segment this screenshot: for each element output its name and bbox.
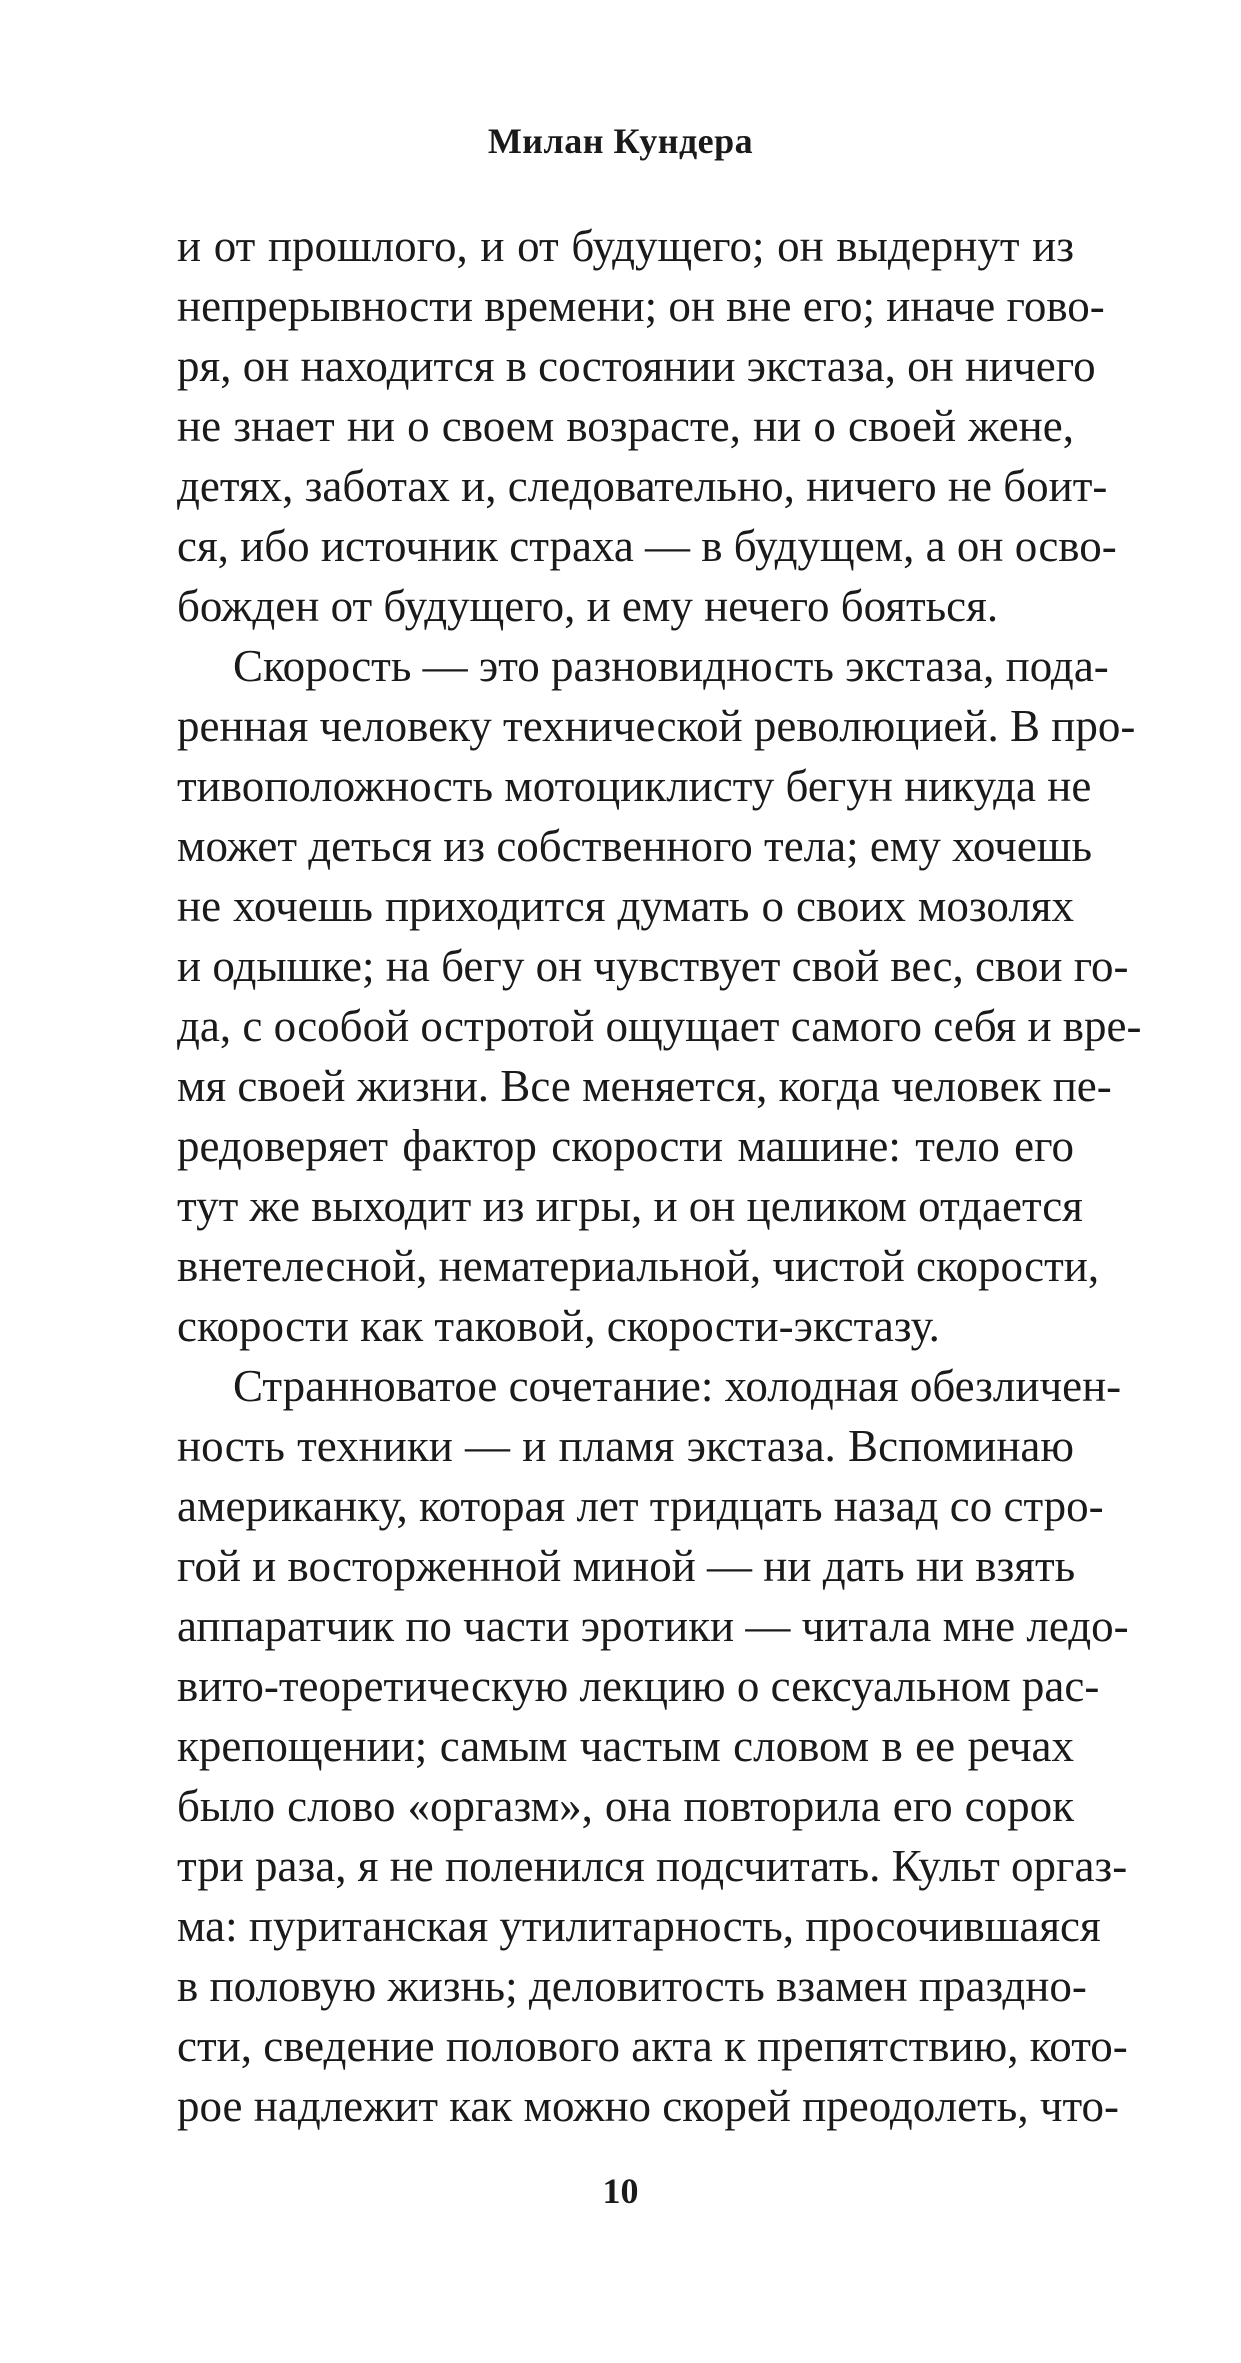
paragraph (177, 216, 1117, 636)
text-line: ря, он находится в состоянии экстаза, он ничего (177, 341, 1096, 391)
text-line: тут же выходит из игры, и он целиком отдается (177, 1181, 1083, 1231)
text-line: сти, сведение полового акта к препятствию, кото- (177, 2021, 1128, 2071)
text-line: непрерывности времени; он вне его; иначе гово- (177, 281, 1105, 331)
text-line: было слово «оргазм», она повторила его сорок (177, 1781, 1074, 1831)
text-line: ма: пуританская утилитарность, просочившаяся (177, 1901, 1101, 1951)
text-line: внетелесной, нематериальной, чистой скорости, (177, 1241, 1100, 1291)
text-line: может деться из собственного тела; ему хочешь (177, 821, 1092, 871)
text-line: рое надлежит как можно скорей преодолеть, что- (177, 2081, 1120, 2131)
text-line: три раза, я не поленился подсчитать. Культ оргаз- (177, 1841, 1128, 1891)
running-head: Милан Кундера (487, 121, 754, 161)
text-line: гой и восторженной миной — ни дать ни взять (177, 1541, 1076, 1591)
text-line: вито-теоретическую лекцию о сексуальном рас- (177, 1661, 1100, 1711)
text-line: ренная человеку технической революцией. В про- (177, 701, 1136, 751)
text-line: детях, заботах и, следовательно, ничего не боит- (177, 461, 1108, 511)
paragraph (177, 636, 1142, 1356)
text-line: не знает ни о своем возрасте, ни о своей жене, (177, 401, 1074, 451)
page-number: 10 (602, 2171, 639, 2211)
text-line: в половую жизнь; деловитость взамен праздно- (177, 1961, 1087, 2011)
text-line: не хочешь приходится думать о своих мозолях (177, 881, 1074, 931)
text-line: крепощении; самым частым словом в ее речах (177, 1721, 1074, 1771)
text-line: редоверяет фактор скорости машине: тело его (177, 1121, 1074, 1171)
text-line: американку, которая лет тридцать назад со стро- (177, 1481, 1104, 1531)
text-line: Скорость — это разновидность экстаза, пода- (233, 641, 1109, 691)
text-line: да, с особой остротой ощущает самого себя и вре- (177, 1001, 1142, 1051)
text-line: тивоположность мотоциклисту бегун никуда не (177, 761, 1092, 811)
text-line: мя своей жизни. Все меняется, когда человек пе- (177, 1061, 1112, 1111)
text-line: ность техники — и пламя экстаза. Вспоминаю (177, 1421, 1074, 1471)
text-line: скорости как таковой, скорости-экстазу. (177, 1301, 940, 1351)
text-line: Странноватое сочетание: холодная обезличен- (233, 1361, 1122, 1411)
text-line: ся, ибо источник страха — в будущем, а он осво- (177, 521, 1117, 571)
body-text (177, 216, 1142, 2136)
paragraph (177, 1356, 1129, 2136)
text-line: божден от будущего, и ему нечего бояться. (177, 581, 999, 631)
text-line: аппаратчик по части эротики — читала мне ледо- (177, 1601, 1129, 1651)
text-line: и одышке; на бегу он чувствует свой вес, свои го- (177, 941, 1129, 991)
text-line: и от прошлого, и от будущего; он выдернут из (177, 221, 1074, 271)
